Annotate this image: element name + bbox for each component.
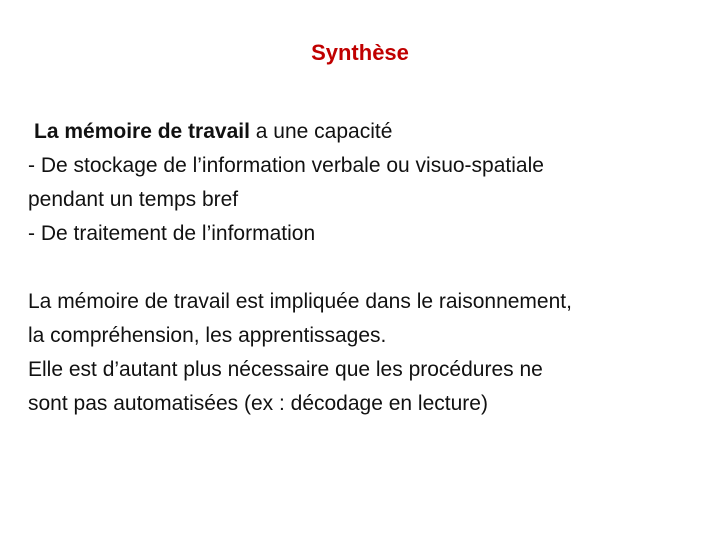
implication-line-4: sont pas automatisées (ex : décodage en lecture): [28, 392, 488, 415]
capacity-line-storage: - De stockage de l’information verbale ou visuo-spatiale: [28, 154, 544, 177]
implication-line-3: Elle est d’autant plus nécessaire que les procédures ne: [28, 358, 543, 381]
implication-line-2: la compréhension, les apprentissages.: [28, 324, 387, 347]
slide-title: Synthèse: [311, 40, 409, 65]
capacity-line-duration: pendant un temps bref: [28, 188, 239, 211]
implication-line-1: La mémoire de travail est impliquée dans le raisonnement,: [28, 290, 572, 313]
capacity-lead-line: [28, 115, 708, 149]
capacity-line-processing: - De traitement de l’information: [28, 222, 316, 245]
capacity-lead-rest: a une capacité: [249, 120, 393, 143]
capacity-lead-bold: La mémoire de travail: [34, 120, 250, 143]
implication-text-block: [28, 285, 708, 421]
capacity-text-block: [28, 115, 708, 251]
